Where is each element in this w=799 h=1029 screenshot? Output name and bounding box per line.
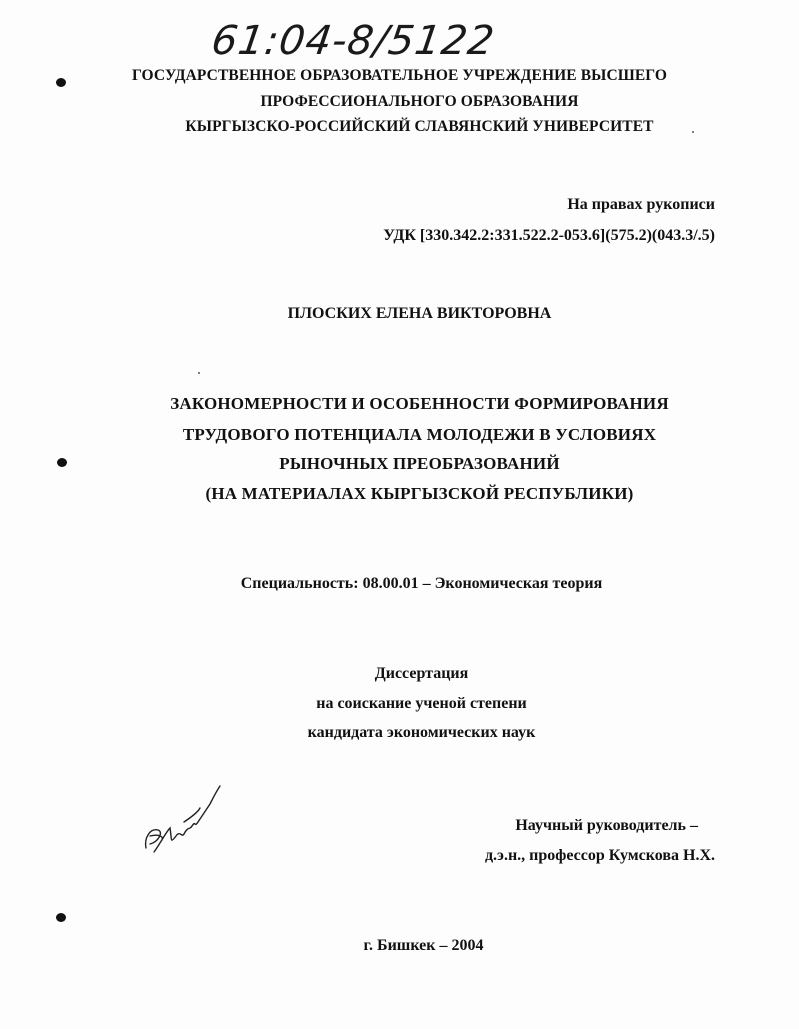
supervisor-label: Научный руководитель –: [515, 817, 698, 834]
title-line-2: ТРУДОВОГО ПОТЕНЦИАЛА МОЛОДЕЖИ В УСЛОВИЯХ: [182, 425, 657, 444]
institution-line-1: ГОСУДАРСТВЕННОЕ ОБРАЗОВАТЕЛЬНОЕ УЧРЕЖДЕНИЕ ВЫСШЕГО: [131, 67, 668, 84]
scan-speck: [198, 372, 200, 374]
place-and-year: г. Бишкек – 2004: [363, 937, 484, 954]
archive-handwritten-mark: 61:04-8/5122: [208, 18, 498, 64]
degree-line-2: на соискание ученой степени: [316, 695, 527, 712]
handwritten-signature: [140, 782, 224, 862]
author-name: ПЛОСКИХ ЕЛЕНА ВИКТОРОВНА: [287, 305, 552, 322]
institution-line-3: КЫРГЫЗСКО-РОССИЙСКИЙ СЛАВЯНСКИЙ УНИВЕРСИТЕТ: [185, 118, 654, 135]
institution-line-2: ПРОФЕССИОНАЛЬНОГО ОБРАЗОВАНИЯ: [260, 93, 579, 110]
title-line-3: РЫНОЧНЫХ ПРЕОБРАЗОВАНИЙ: [279, 454, 560, 473]
udc-code: УДК [330.342.2:331.522.2-053.6](575.2)(043.3/.5): [383, 227, 715, 244]
binding-hole-mark: [56, 913, 66, 922]
degree-line-1: Диссертация: [374, 665, 469, 682]
degree-line-3: кандидата экономических наук: [307, 724, 536, 741]
supervisor-name: д.э.н., профессор Кумскова Н.Х.: [484, 847, 715, 864]
title-line-1: ЗАКОНОМЕРНОСТИ И ОСОБЕННОСТИ ФОРМИРОВАНИЯ: [170, 394, 669, 413]
manuscript-rights-note: На правах рукописи: [567, 196, 715, 213]
title-line-4: (НА МАТЕРИАЛАХ КЫРГЫЗСКОЙ РЕСПУБЛИКИ): [205, 484, 634, 503]
specialty: Специальность: 08.00.01 – Экономическая теория: [240, 575, 603, 592]
